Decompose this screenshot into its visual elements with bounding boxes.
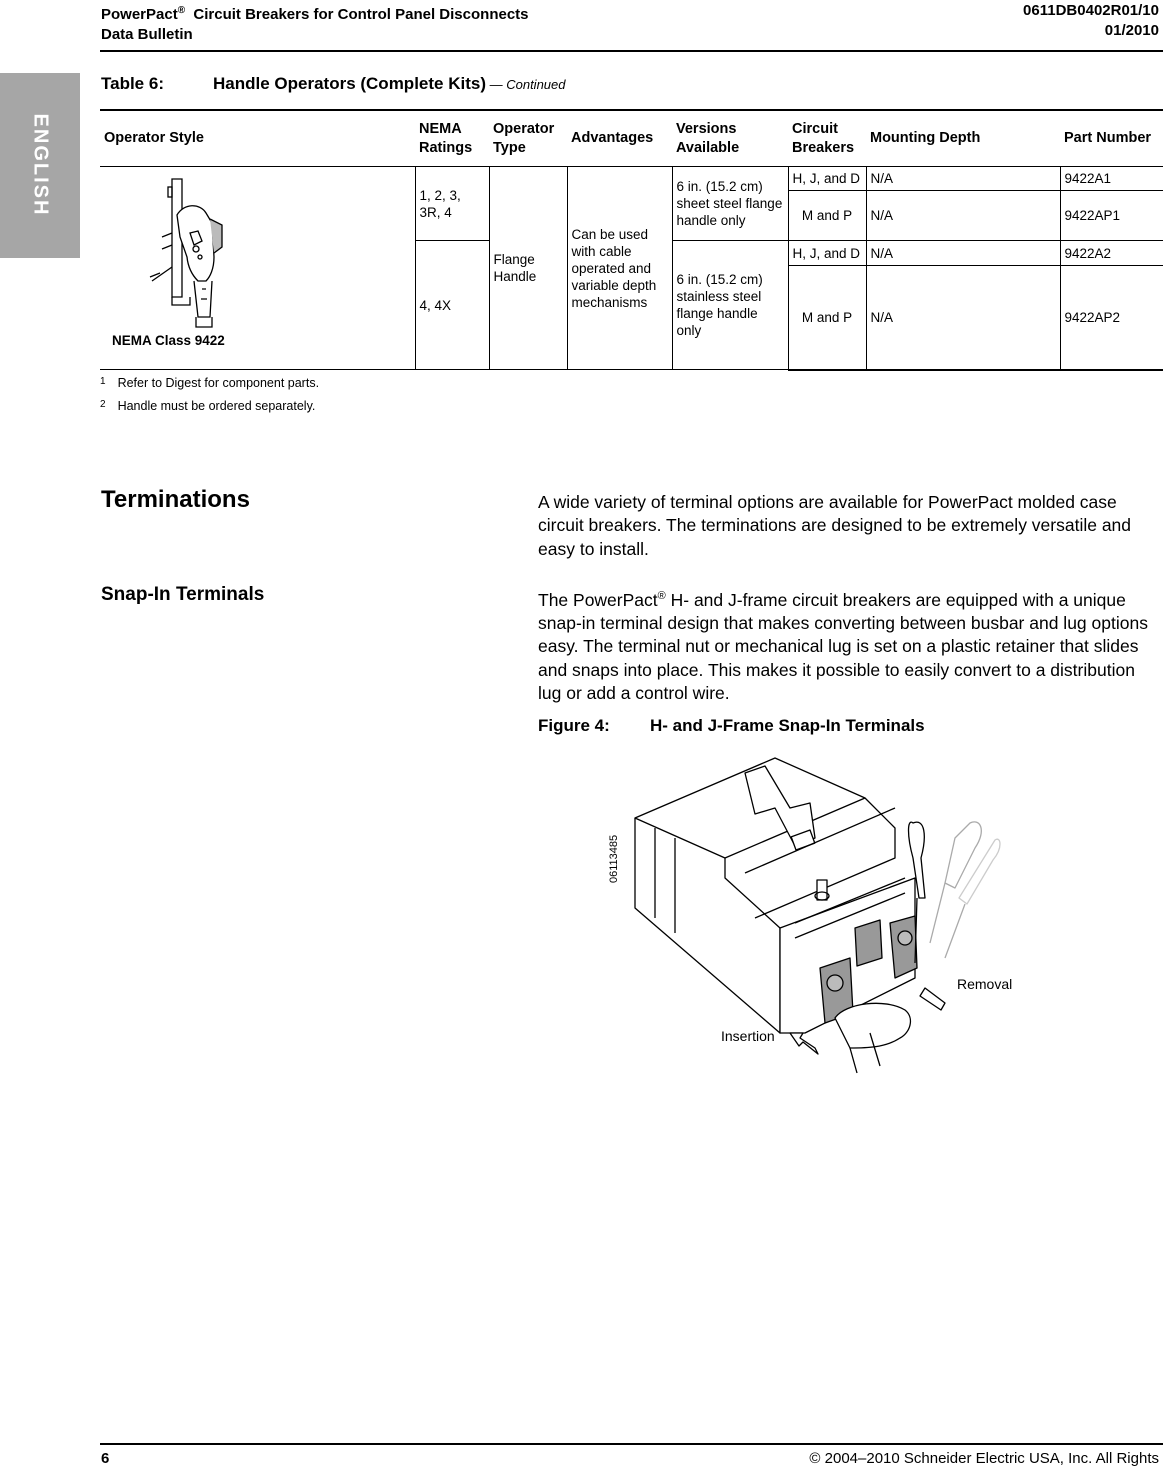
terminations-heading: Terminations xyxy=(101,486,250,513)
table-continued: — Continued xyxy=(486,77,566,92)
col-header: Mounting Depth xyxy=(866,110,1060,167)
depth-cell: N/A xyxy=(866,191,1060,241)
snap-in-heading: Snap-In Terminals xyxy=(101,584,265,605)
table-row xyxy=(100,167,1163,191)
document-date: 01/2010 xyxy=(1104,22,1159,39)
breakers-cell: M and P xyxy=(788,266,866,370)
part-number-cell: 9422AP2 xyxy=(1060,266,1163,370)
document-number: 0611DB0402R01/10 xyxy=(1023,2,1159,19)
footnote: $^1$ Refer to Digest for component parts. xyxy=(100,376,320,390)
col-header: Part Number xyxy=(1060,110,1163,167)
breakers-cell: M and P xyxy=(788,191,866,241)
part-number-cell: 9422A2 xyxy=(1060,241,1163,266)
table-label: Table 6: xyxy=(101,74,164,93)
document-title: PowerPact® Circuit Breakers for Control Panel Disconnects xyxy=(101,5,529,23)
part-number-cell: 9422A1 xyxy=(1060,167,1163,191)
table-title: Handle Operators (Complete Kits) xyxy=(213,74,486,93)
copyright: © 2004–2010 Schneider Electric USA, Inc. All Rights xyxy=(809,1450,1159,1467)
terminations-body: A wide variety of terminal options are available for PowerPact molded case circuit breakers. The terminations are designed to be extremely versatile and easy to install. xyxy=(538,492,1132,559)
language-tab xyxy=(0,73,80,258)
breakers-cell: H, J, and D xyxy=(788,241,866,266)
footer-rule xyxy=(100,1443,1163,1445)
flange-handle-illustration xyxy=(132,177,242,337)
part-number-cell: 9422AP1 xyxy=(1060,191,1163,241)
document-type: Data Bulletin xyxy=(101,26,193,43)
figure-label: Figure 4: xyxy=(538,716,610,735)
depth-cell: N/A xyxy=(866,241,1060,266)
col-header: Operator Type xyxy=(489,110,567,167)
language-tab-label: ENGLISH xyxy=(29,113,52,217)
col-header: Circuit Breakers xyxy=(788,110,866,167)
version-cell: 6 in. (15.2 cm) sheet steel flange handle only xyxy=(672,167,788,241)
operator-type-cell: Flange Handle xyxy=(489,167,567,370)
handle-operators-table xyxy=(100,109,1163,371)
figure-id: 06113485 xyxy=(608,834,620,883)
snap-in-terminals-illustration xyxy=(595,748,1035,1078)
table-caption xyxy=(101,74,566,94)
advantages-cell: Can be used with cable operated and variable depth mechanisms xyxy=(567,167,672,370)
page-number: 6 xyxy=(101,1450,110,1467)
col-header: Advantages xyxy=(567,110,672,167)
table-header-row xyxy=(100,110,1163,167)
depth-cell: N/A xyxy=(866,266,1060,370)
operator-style-caption: NEMA Class 9422 xyxy=(112,333,225,348)
page-header-left xyxy=(101,1,529,45)
breakers-cell: H, J, and D xyxy=(788,167,866,191)
version-cell: 6 in. (15.2 cm) stainless steel flange handle only xyxy=(672,241,788,370)
snap-in-body: The PowerPact® H- and J-frame circuit breakers are equipped with a unique snap-in terminal design that makes converting between busbar and lug options easy. The terminal nut or mechanical lug is set on a plastic retainer that slides and snaps into place. This makes it possible to easily convert to a distribution lug or add a control wire. xyxy=(538,589,1148,704)
depth-cell: N/A xyxy=(866,167,1060,191)
header-rule xyxy=(100,50,1163,52)
removal-label: Removal xyxy=(957,976,1013,992)
figure-caption xyxy=(538,716,925,736)
col-header: NEMA Ratings xyxy=(415,110,489,167)
col-header: Versions Available xyxy=(672,110,788,167)
figure-title: H- and J-Frame Snap-In Terminals xyxy=(650,716,925,735)
operator-style-cell xyxy=(100,167,415,370)
nema-ratings-cell: 4, 4X xyxy=(415,241,489,370)
footnote: $^2$ Handle must be ordered separately. xyxy=(100,399,316,413)
insertion-label: Insertion xyxy=(721,1028,775,1044)
page-header-right xyxy=(1023,1,1159,41)
col-header: Operator Style xyxy=(100,110,415,167)
nema-ratings-cell: 1, 2, 3, 3R, 4 xyxy=(415,167,489,241)
